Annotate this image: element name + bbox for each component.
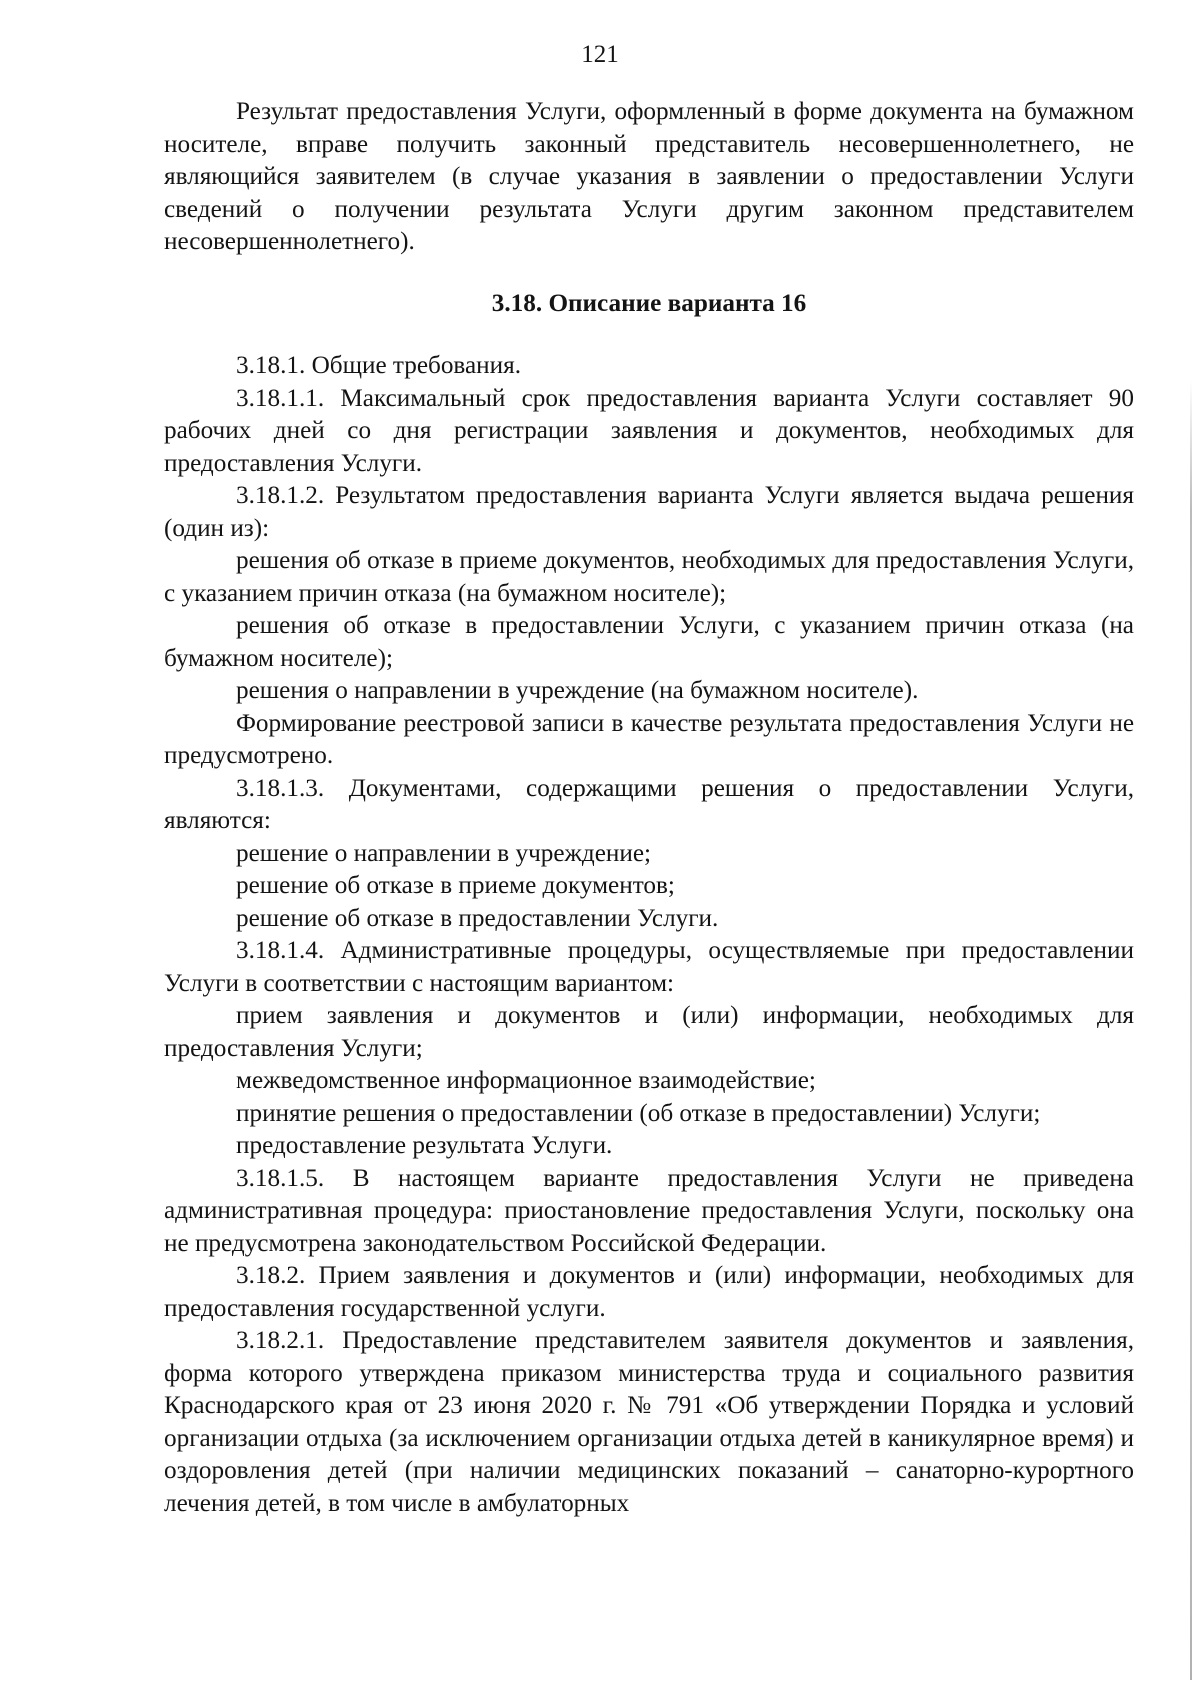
paragraph: Формирование реестровой записи в качестве результата предоставления Услуги не предусмотрено. — [164, 709, 1134, 769]
list-item: решения о направлении в учреждение (на бумажном носителе). — [236, 677, 919, 704]
paragraph: 3.18.1.3. Документами, содержащими решения о предоставлении Услуги, являются: — [164, 774, 1134, 834]
list-item: межведомственное информационное взаимодействие; — [236, 1067, 816, 1094]
list-item: решение об отказе в предоставлении Услуги. — [236, 904, 719, 932]
paragraph: 3.18.1.4. Административные процедуры, осуществляемые при предоставлении Услуги в соответствии с настоящим вариантом: — [164, 937, 1134, 997]
scan-edge-line — [1190, 380, 1192, 1680]
intro-paragraph: Результат предоставления Услуги, оформленный в форме документа на бумажном носителе, вправе получить законный представитель несовершеннолетнего, не являющийся заявителем (в случае указания в заявлении о предоставлении Услуги сведений о получении результата Услуги другим законном представителем несовершеннолетнего). — [164, 98, 1134, 255]
paragraph: 3.18.1.5. В настоящем варианте предоставления Услуги не приведена административная процедура: приостановление предоставления Услуги, поскольку она не предусмотрена законодательством Российской Федерации. — [164, 1164, 1134, 1257]
paragraph: 3.18.2. Прием заявления и документов и (или) информации, необходимых для предоставления государственной услуги. — [164, 1262, 1134, 1322]
list-item: решения об отказе в приеме документов, необходимых для предоставления Услуги, с указанием причин отказа (на бумажном носителе); — [164, 547, 1134, 607]
page-number: 121 — [581, 41, 619, 68]
paragraph: 3.18.1.2. Результатом предоставления варианта Услуги является выдача решения (один из): — [164, 482, 1134, 542]
document-body — [164, 96, 1134, 1520]
list-item: решение о направлении в учреждение; — [236, 839, 652, 867]
list-item: решения об отказе в предоставлении Услуги, с указанием причин отказа (на бумажном носителе); — [164, 612, 1134, 672]
list-item: решение об отказе в приеме документов; — [236, 872, 675, 899]
list-item: принятие решения о предоставлении (об отказе в предоставлении) Услуги; — [236, 1099, 1041, 1127]
list-item: прием заявления и документов и (или) информации, необходимых для предоставления Услуги; — [164, 1002, 1134, 1062]
section-heading: 3.18. Описание варианта 16 — [491, 289, 807, 317]
list-item: предоставление результата Услуги. — [236, 1132, 613, 1159]
paragraph: 3.18.1. Общие требования. — [236, 352, 521, 379]
paragraph: 3.18.2.1. Предоставление представителем заявителя документов и заявления, форма которого утверждена приказом министерства труда и социального развития Краснодарского края от 23 июня 2020 г. № 791 «Об утверждении Порядка и условий организации отдыха (за исключением организации отдыха детей в каникулярное время) и оздоровления детей (при наличии медицинских показаний – санаторно-курортного лечения детей, в том числе в амбулаторных — [164, 1327, 1134, 1517]
paragraph: 3.18.1.1. Максимальный срок предоставления варианта Услуги составляет 90 рабочих дней со дня регистрации заявления и документов, необходимых для предоставления Услуги. — [164, 384, 1134, 477]
